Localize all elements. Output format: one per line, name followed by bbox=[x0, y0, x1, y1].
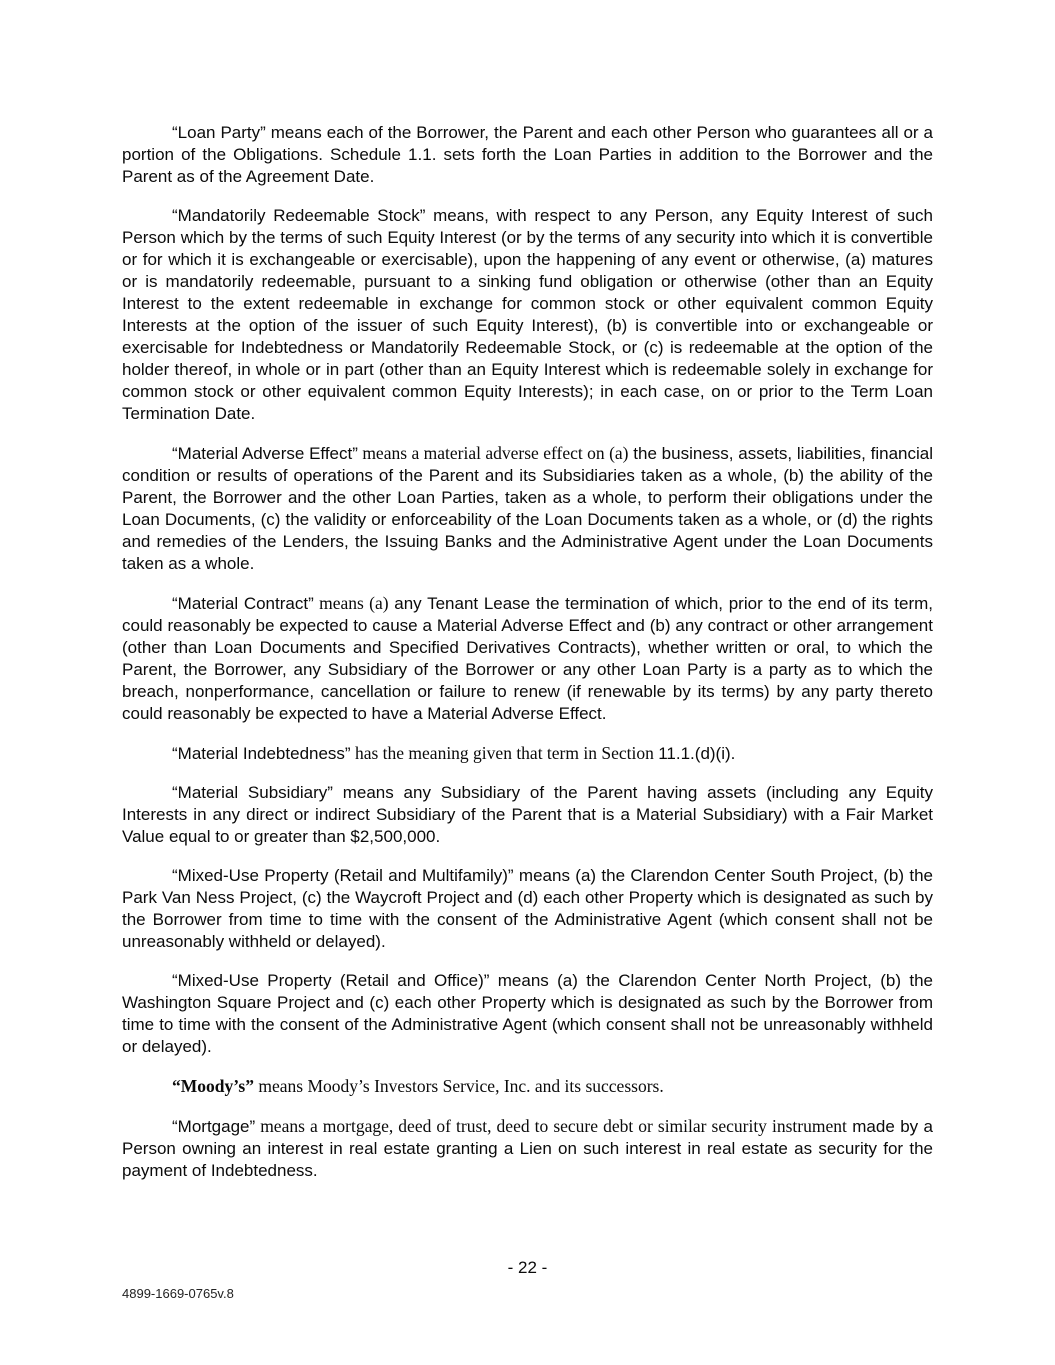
text-segment: “Mixed-Use Property (Retail and Office)” means (a) the Clarendon Center North Project, (b) the Washington Square Project and (c) each other Property which is designated as such by the Borrower from time to time with the consent of the Administrative Agent (which consent shall not be unreasonably withheld or delayed). bbox=[122, 971, 933, 1056]
text-segment: means (a) bbox=[313, 593, 389, 613]
text-segment: “Material Indebtedness” bbox=[172, 744, 351, 763]
definition-material-adverse-effect bbox=[122, 442, 933, 575]
text-segment: “Mandatorily Redeemable Stock” means, with respect to any Person, any Equity Interest of such Person which by the terms of such Equity Interest (or by the terms of any security into which it is convertible or for which it is exchangeable or exercisable), upon the happening of any event or otherwise, (a) matures or is mandatorily redeemable, pursuant to a sinking fund obligation or otherwise (other than an Equity Interest to the extent redeemable in exchange for common stock or other equivalent common Equity Interests at the option of the issuer of such Equity Interest), (b) is convertible into or exchangeable or exercisable for Indebtedness or Mandatorily Redeemable Stock, or (c) is redeemable at the option of the holder thereof, in whole or in part (other than an Equity Interest which is redeemable solely in exchange for common stock or other equivalent common Equity Interests); in each case, on or prior to the Term Loan Termination Date. bbox=[122, 206, 933, 423]
text-segment: “Material Subsidiary” means any Subsidiary of the Parent having assets (including any Equity Interests in any direct or indirect Subsidiary of the Parent that is a Material Subsidiary) with a Fair Market Value equal to or greater than $2,500,000. bbox=[122, 783, 933, 846]
text-segment: “Mortgage” bbox=[172, 1117, 256, 1136]
definition-loan-party bbox=[122, 122, 933, 188]
definition-mixed-use-property-retail-office bbox=[122, 970, 933, 1058]
text-segment: has the meaning given that term in Section bbox=[350, 743, 659, 763]
text-segment: made by a Person owning an interest in real estate granting a Lien on such interest in real estate as security for the payment of Indebtedness. bbox=[122, 1117, 934, 1180]
definition-material-subsidiary bbox=[122, 782, 933, 848]
text-segment: means a mortgage, deed of trust, deed to secure debt or similar security instrument bbox=[255, 1116, 847, 1136]
definition-material-indebtedness bbox=[122, 742, 933, 765]
definition-mortgage bbox=[122, 1115, 933, 1182]
text-segment: “Moody’s” bbox=[172, 1076, 254, 1096]
definition-moodys bbox=[122, 1075, 933, 1098]
text-segment: any Tenant Lease the termination of which, prior to the end of its term, could reasonably be expected to cause a Material Adverse Effect and (b) any contract or other arrangement (other than Loan Documents and Specified Derivatives Contracts), whether written or oral, to which the Parent, the Borrower, any Subsidiary of the Borrower or any other Loan Party is a party as to which the breach, nonperformance, cancellation or failure to renew (if renewable by its terms) by any party thereto could reasonably be expected to have a Material Adverse Effect. bbox=[122, 594, 933, 723]
text-segment: the business, assets, liabilities, financial condition or results of operations of the Parent and its Subsidiaries taken as a whole, (b) the ability of the Parent, the Borrower and the other Loan Parties, taken as a whole, to perform their obligations under the Loan Documents, (c) the validity or enforceability of the Loan Documents taken as a whole, or (d) the rights and remedies of the Lenders, the Issuing Banks and the Administrative Agent under the Loan Documents taken as a whole. bbox=[122, 444, 933, 573]
text-segment: “Loan Party” means each of the Borrower, the Parent and each other Person who guarantees all or a portion of the Obligations. Schedule 1.1. sets forth the Loan Parties in addition to the Borrower and the Parent as of the Agreement Date. bbox=[122, 123, 933, 186]
text-segment: means Moody’s Investors Service, Inc. and its successors. bbox=[254, 1076, 664, 1096]
text-segment: “Material Contract” bbox=[172, 594, 314, 613]
definition-mixed-use-property-retail-multifamily bbox=[122, 865, 933, 953]
text-segment: 11.1.(d)(i). bbox=[658, 744, 736, 763]
text-segment: “Mixed-Use Property (Retail and Multifamily)” means (a) the Clarendon Center South Project, (b) the Park Van Ness Project, (c) the Waycroft Project and (d) each other Property which is designated as such by the Borrower from time to time with the consent of the Administrative Agent (which consent shall not be unreasonably withheld or delayed). bbox=[122, 866, 933, 951]
text-segment: “Material Adverse Effect” bbox=[172, 444, 358, 463]
document-id: 4899-1669-0765v.8 bbox=[122, 1286, 234, 1301]
text-segment: means a material adverse effect on (a) bbox=[357, 443, 629, 463]
definition-material-contract bbox=[122, 592, 933, 725]
definitions-content bbox=[122, 122, 933, 1199]
page-number: - 22 - bbox=[507, 1258, 548, 1277]
definition-mandatorily-redeemable-stock bbox=[122, 205, 933, 425]
